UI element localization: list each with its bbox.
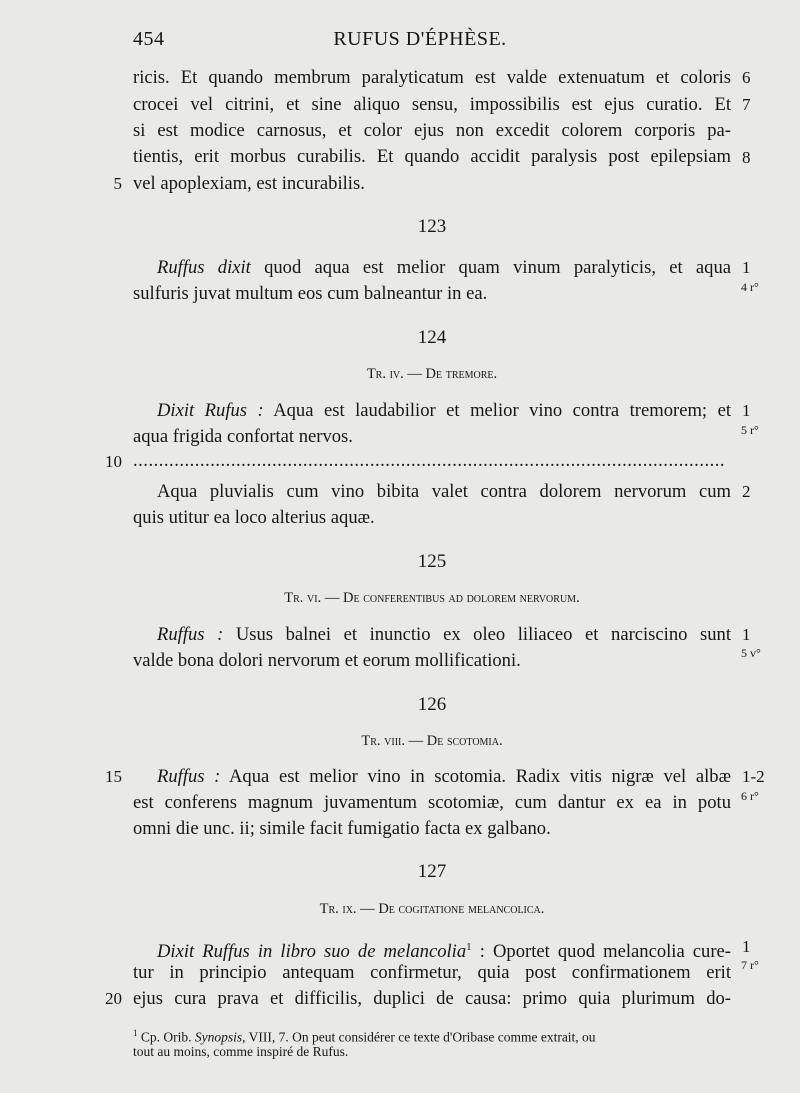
text-line	[133, 256, 731, 280]
margin-line-number: 1	[742, 937, 751, 956]
text-line: sulfuris juvat multum eos cum balneantur in ea.	[133, 283, 488, 304]
speaker-name: Ruffus :	[157, 766, 221, 787]
margin-line-number: 1	[742, 401, 751, 420]
margin-line-number: 2	[742, 482, 751, 501]
text-line	[133, 935, 731, 964]
text-line: est conferens magnum juvamentum scotomiæ, cum dantur ex ea in potu	[133, 792, 731, 813]
margin-line-count: 10	[105, 452, 122, 471]
treatise-ref: Tr. ix. —	[319, 901, 379, 917]
title-text: De scotomia.	[426, 733, 503, 749]
folio-reference: 5 v°	[741, 646, 761, 660]
speaker-name: Dixit Ruffus in libro suo de melancolia	[157, 941, 467, 963]
text-line: vel apoplexiam, est incurabilis.	[133, 173, 365, 194]
text-line: aqua frigida confortat nervos.	[133, 426, 353, 447]
treatise-ref: Tr. vi. —	[284, 590, 343, 606]
text-run: quod aqua est melior quam vinum paralyticis, et aqua	[250, 257, 731, 278]
text-line: ricis. Et quando membrum paralyticatum est valde extenuatum et coloris	[133, 67, 731, 88]
margin-line-number: 7	[742, 95, 751, 114]
text-line: si est modice carnosus, et color ejus non excedit colorem corporis pa-	[133, 120, 731, 141]
folio-reference: 7 r°	[741, 958, 759, 972]
margin-line-count: 5	[113, 174, 122, 193]
footnote-marker: 1	[466, 941, 472, 953]
folio-reference: 6 r°	[741, 789, 759, 803]
treatise-ref: Tr. iv. —	[366, 366, 426, 382]
text-line: tur in principio antequam confirmetur, quia post confirmationem erit	[133, 962, 731, 983]
text-line: Aqua pluvialis cum vino bibita valet contra dolorem nervorum cum	[157, 481, 731, 502]
folio-reference: 4 r°	[741, 280, 759, 294]
footnote-number: 1	[133, 1028, 138, 1038]
italic-run: Synopsis	[194, 1029, 243, 1045]
text-line: crocei vel citrini, et sine aliquo sensu, impossibilis est ejus curatio. Et	[133, 94, 731, 115]
margin-line-number: 1-2	[742, 767, 765, 786]
title-text: De conferentibus ad dolorem nervorum.	[343, 590, 580, 606]
margin-line-number: 1	[742, 625, 751, 644]
text-run: Aqua est laudabilior et melior vino contra tremorem; et	[263, 400, 731, 421]
title-text: De cogitatione melancolica.	[378, 901, 545, 917]
section-number: 123	[417, 216, 447, 237]
section-number: 126	[417, 694, 447, 715]
section-number: 125	[417, 551, 447, 572]
title-text: De tremore.	[425, 366, 498, 382]
folio-reference: 5 r°	[741, 423, 759, 437]
section-title	[133, 366, 731, 383]
text-line: omni die unc. ii; simile facit fumigatio facta ex galbano.	[133, 818, 551, 839]
lacuna-dots: ...................................................................................................................	[133, 450, 726, 471]
section-title	[133, 590, 731, 607]
text-line: ejus cura prava et difficilis, duplici de causa: primo quia plurimum do-	[133, 988, 731, 1009]
margin-line-number: 1	[742, 258, 751, 277]
margin-line-count: 20	[105, 989, 122, 1008]
running-title: RUFUS D'ÉPHÈSE.	[333, 28, 507, 50]
section-title	[133, 733, 731, 750]
treatise-ref: Tr. viii. —	[361, 733, 427, 749]
margin-line-number: 8	[742, 148, 751, 167]
text-run: : Oportet quod melancolia cure-	[471, 941, 731, 963]
text-line: valde bona dolori nervorum et eorum mollificationi.	[133, 650, 521, 671]
text-run: Aqua est melior vino in scotomia. Radix vitis nigræ vel albæ	[220, 766, 731, 787]
text-line: quis utitur ea loco alterius aquæ.	[133, 507, 375, 528]
footnote-line: tout au moins, comme inspiré de Rufus.	[133, 1044, 349, 1059]
margin-line-number: 6	[742, 68, 751, 87]
page-number: 454	[133, 28, 165, 50]
margin-line-count: 15	[105, 767, 122, 786]
text-line	[133, 623, 731, 647]
section-number: 124	[417, 327, 447, 348]
section-number: 127	[417, 861, 447, 882]
speaker-name: Ruffus :	[157, 624, 224, 645]
section-title	[133, 901, 731, 918]
text-run: , VIII, 7. On peut considérer ce texte d'Oribase comme extrait, ou	[242, 1029, 596, 1045]
speaker-name: Dixit Rufus :	[157, 400, 264, 421]
text-line: tientis, erit morbus curabilis. Et quando accidit paralysis post epilepsiam	[133, 146, 731, 167]
text-run: Usus balnei et inunctio ex oleo liliaceo et narciscino sunt	[223, 624, 731, 645]
speaker-name: Ruffus dixit	[157, 257, 251, 278]
text-line	[133, 765, 731, 789]
text-run: Cp. Orib.	[137, 1029, 195, 1045]
text-line	[133, 399, 731, 423]
